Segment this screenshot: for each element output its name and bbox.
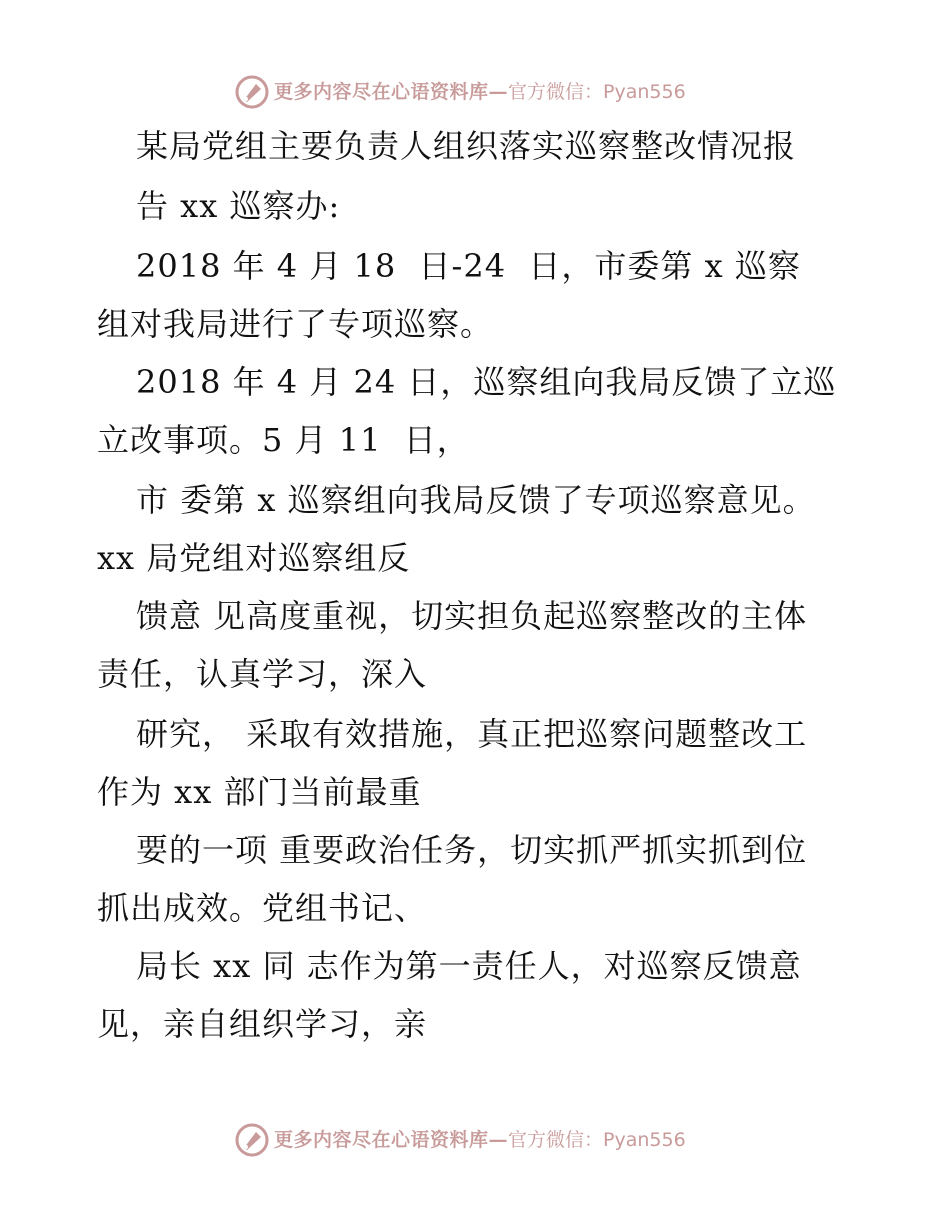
watermark-brand: 更多内容尽在心语资料库 (274, 81, 489, 103)
paragraph-line: 2018 年 4 月 18 日-24 日，市委第 x 巡察 (136, 247, 801, 285)
document-title-line-1: 某局党组主要负责人组织落实巡察整改情况报 (136, 127, 797, 165)
paragraph-line: xx 局党组对巡察组反 (97, 539, 411, 577)
paragraph-line: 馈意 见高度重视，切实担负起巡察整改的主体 (136, 597, 808, 635)
watermark-brand: 更多内容尽在心语资料库 (274, 1129, 489, 1151)
paragraph-line: 作为 xx 部门当前最重 (97, 773, 422, 811)
watermark-separator: — (488, 81, 509, 103)
watermark-text (274, 78, 686, 106)
paragraph-line: 市 委第 x 巡察组向我局反馈了专项巡察意见。 (136, 481, 816, 519)
document-title-line-2: 告 xx 巡察办: (136, 187, 341, 225)
paragraph-line: 研究， 采取有效措施，真正把巡察问题整改工 (136, 715, 808, 753)
pen-nib-circle-icon (234, 1122, 270, 1158)
paragraph-line: 2018 年 4 月 24 日，巡察组向我局反馈了立巡 (136, 363, 837, 401)
paragraph-line: 抓出成效。党组书记、 (97, 889, 428, 927)
watermark-contact: 官方微信：Pyan556 (508, 1129, 686, 1151)
watermark-text (274, 1126, 686, 1154)
header-watermark (0, 72, 950, 112)
paragraph-line: 见，亲自组织学习，亲 (97, 1005, 428, 1043)
paragraph-line: 要的一项 重要政治任务，切实抓严抓实抓到位 (136, 831, 808, 869)
paragraph-line: 责任，认真学习，深入 (97, 655, 428, 693)
paragraph-line: 局长 xx 同 志作为第一责任人，对巡察反馈意 (136, 947, 802, 985)
pen-nib-circle-icon (234, 74, 270, 110)
footer-watermark (0, 1120, 950, 1160)
paragraph-line: 组对我局进行了专项巡察。 (97, 305, 494, 343)
paragraph-line: 立改事项。5 月 11 日， (97, 421, 470, 459)
watermark-contact: 官方微信：Pyan556 (508, 81, 686, 103)
watermark-separator: — (488, 1129, 509, 1151)
